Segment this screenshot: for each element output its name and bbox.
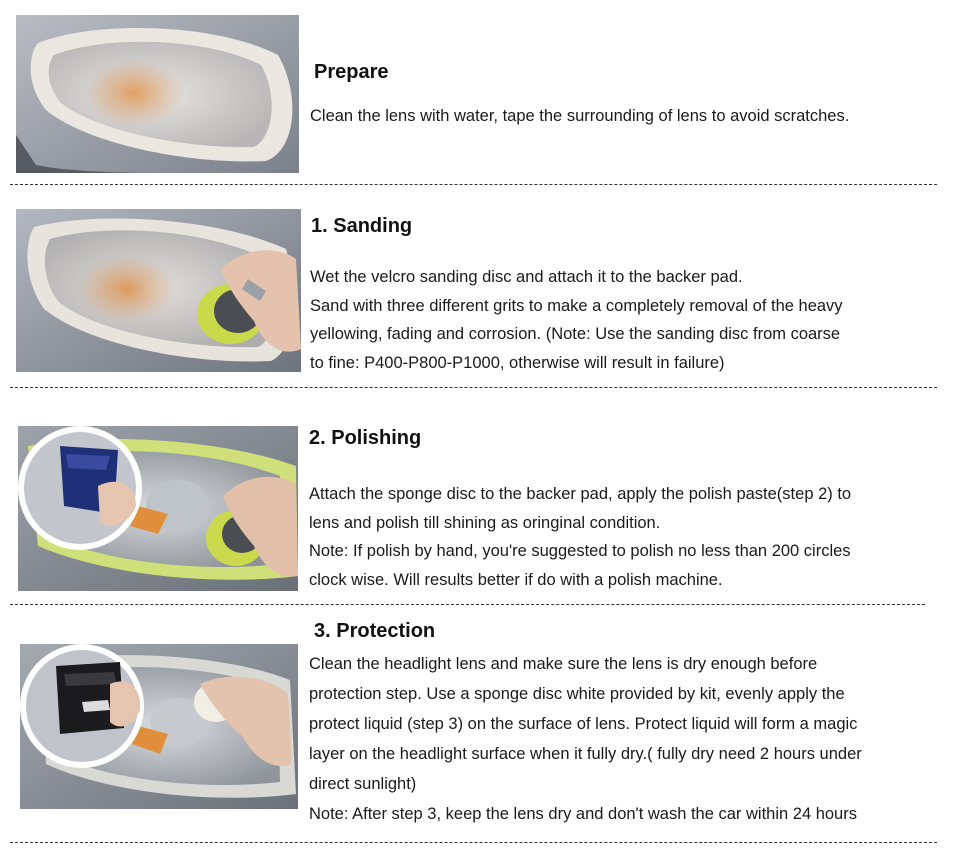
section-divider xyxy=(10,604,925,605)
section-divider xyxy=(10,184,937,185)
step-title-prepare: Prepare xyxy=(314,61,389,83)
step-text-line: Sand with three different grits to make a completely removal of the heavy xyxy=(310,296,843,315)
step-text-line: Wet the velcro sanding disc and attach it to the backer pad. xyxy=(310,268,743,286)
step-text-line: Attach the sponge disc to the backer pad, apply the polish paste(step 2) to xyxy=(309,485,852,503)
sanding-photo xyxy=(16,209,301,372)
polishing-photo xyxy=(18,426,298,591)
step-text-line: Note: After step 3, keep the lens dry and don't wash the car within 24 hours xyxy=(309,805,857,823)
prepare-photo xyxy=(16,15,299,173)
step-text-line: protection step. Use a sponge disc white provided by kit, evenly apply the xyxy=(309,685,845,703)
step-title-protection: 3. Protection xyxy=(314,620,436,642)
section-divider xyxy=(10,387,937,388)
step-text-sanding xyxy=(310,263,843,377)
step-text-prepare xyxy=(310,102,849,131)
step-text-line: Note: If polish by hand, you're suggested to polish no less than 200 circles xyxy=(309,542,851,560)
section-divider xyxy=(10,842,937,843)
step-text-line: layer on the headlight surface when it fully dry.( fully dry need 2 hours under xyxy=(309,745,862,763)
step-text-line: protect liquid (step 3) on the surface of lens. Protect liquid will form a magic xyxy=(309,715,858,733)
step-text-line: to fine: P400-P800-P1000, otherwise will result in failure) xyxy=(310,353,725,372)
protection-photo xyxy=(20,644,298,809)
step-text-protection xyxy=(309,649,862,829)
step-text-line: direct sunlight) xyxy=(309,775,417,793)
step-text-line: Clean the lens with water, tape the surrounding of lens to avoid scratches. xyxy=(310,107,850,125)
step-text-line: clock wise. Will results better if do with a polish machine. xyxy=(309,570,723,589)
step-text-line: Clean the headlight lens and make sure the lens is dry enough before xyxy=(309,655,818,673)
step-title-sanding: 1. Sanding xyxy=(311,215,413,237)
step-title-polishing: 2. Polishing xyxy=(309,427,422,449)
step-text-line: yellowing, fading and corrosion. (Note: Use the sanding disc from coarse xyxy=(310,325,841,343)
step-text-line: lens and polish till shining as oringinal condition. xyxy=(309,513,661,532)
step-text-polishing xyxy=(309,480,851,594)
